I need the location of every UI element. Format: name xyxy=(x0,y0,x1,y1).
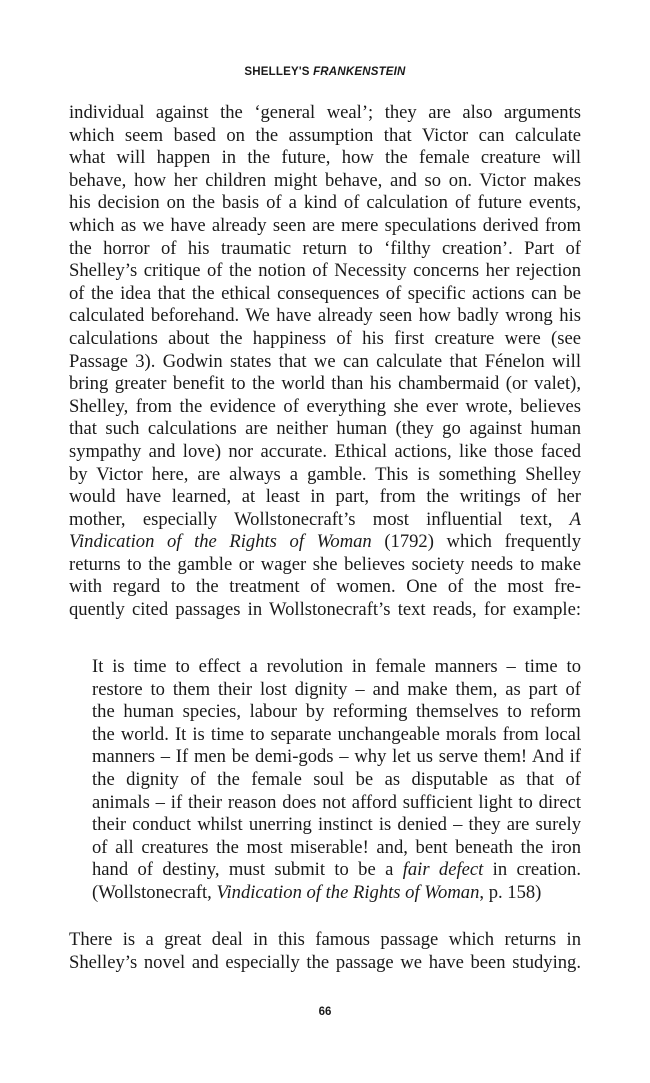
text-run: hand of destiny, must submit to be a xyxy=(92,859,394,881)
text-line: sympathy and love) nor accurate. Ethical actions, like those faced xyxy=(69,440,581,462)
text-line xyxy=(69,509,581,532)
text-line: There is a great deal in this famous passage which returns in xyxy=(69,929,581,950)
book-title-italic: Vindication of the Rights of Woman xyxy=(69,531,372,553)
running-head xyxy=(0,66,650,78)
text-line: calculated beforehand. We have already seen how badly wrong his xyxy=(69,305,581,327)
running-head-title: FRANKENSTEIN xyxy=(313,66,406,78)
quote-line: the dignity of the female soul be as disputable as that of xyxy=(92,768,581,790)
text-line: his decision on the basis of a kind of calculation of future events, xyxy=(69,192,581,214)
quote-line: the world. It is time to separate unchangeable morals from local xyxy=(92,723,581,745)
italic-run: A xyxy=(569,508,581,530)
quote-line: of all creatures the most miserable! and, bent beneath the iron xyxy=(92,836,581,858)
quote-line: manners – If men be demi-gods – why let us serve them! And if xyxy=(92,746,581,768)
text-line: individual against the ‘general weal’; they are also arguments xyxy=(69,102,581,123)
text-line: Passage 3). Godwin states that we can calculate that Fénelon will xyxy=(69,350,581,372)
text-run: mother, especially Wollstonecraft’s most influential text, xyxy=(69,508,553,530)
text-line: Shelley’s critique of the notion of Necessity concerns her rejection xyxy=(69,260,581,282)
italic-run: fair defect xyxy=(402,859,484,881)
quote-line: their conduct whilst unerring instinct is denied – they are surely xyxy=(92,814,581,836)
text-line xyxy=(69,531,581,554)
running-head-author: SHELLEY'S xyxy=(244,66,310,78)
text-line: calculations about the happiness of his first creature were (see xyxy=(69,327,581,349)
text-line: of the idea that the ethical consequences of specific actions can be xyxy=(69,282,581,304)
text-line: by Victor here, are always a gamble. This is something Shelley xyxy=(69,463,581,485)
block-quote xyxy=(92,656,581,905)
text-line: returns to the gamble or wager she believes society needs to make xyxy=(69,553,581,575)
text-line: the horror of his traumatic return to ‘filthy creation’. Part of xyxy=(69,237,581,259)
quote-line: animals – if their reason does not afford sufficient light to direct xyxy=(92,791,581,813)
quote-line: restore to them their lost dignity – and make them, as part of xyxy=(92,678,581,700)
paragraph-2 xyxy=(69,929,581,974)
text-line: bring greater benefit to the world than his chambermaid (or valet), xyxy=(69,373,581,395)
quote-line: the human species, labour by reforming themselves to reform xyxy=(92,701,581,723)
text-line: that such calculations are neither human (they go against human xyxy=(69,418,581,440)
text-run: in creation. xyxy=(492,859,581,881)
text-run: , p. 158) xyxy=(479,881,542,903)
text-run: (Wollstonecraft, xyxy=(92,881,212,903)
text-line: Shelley’s novel and especially the passage we have been studying. xyxy=(69,951,581,973)
paragraph-1 xyxy=(69,102,581,622)
citation-line xyxy=(92,882,581,905)
book-title-italic: Vindication of the Rights of Woman xyxy=(216,881,480,903)
text-line: which as we have already seen are mere speculations derived from xyxy=(69,214,581,236)
quote-line xyxy=(92,859,581,882)
quote-line: It is time to effect a revolution in female manners – time to xyxy=(92,656,581,677)
text-run: (1792) which frequently xyxy=(384,531,581,553)
text-line: with regard to the treatment of women. One of the most fre- xyxy=(69,576,581,598)
text-line: Shelley, from the evidence of everything she ever wrote, believes xyxy=(69,395,581,417)
text-line: what will happen in the future, how the female creature will xyxy=(69,147,581,169)
text-line: would have learned, at least in part, from the writings of her xyxy=(69,486,581,508)
page-number: 66 xyxy=(318,1006,332,1018)
text-line: behave, how her children might behave, and so on. Victor makes xyxy=(69,169,581,191)
text-line: which seem based on the assumption that Victor can calculate xyxy=(69,124,581,146)
text-line: quently cited passages in Wollstonecraft’s text reads, for example: xyxy=(69,599,581,621)
